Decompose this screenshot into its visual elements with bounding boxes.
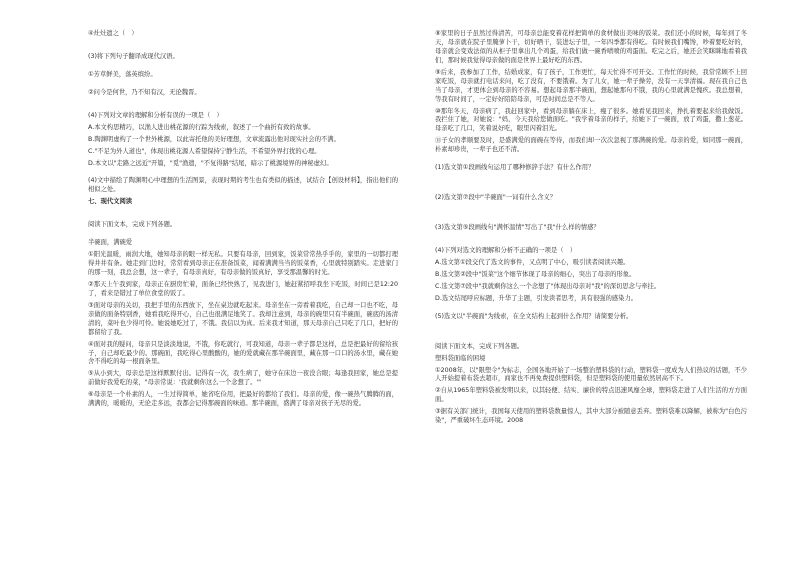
paragraph-5: ⑤从小到大，母亲总是这样默默付出。记得有一次，我生病了，她守在床边一夜没合眼；每逢我回家，她总是提前做好我爱吃的菜，"母亲常说：'我就剩你这么一个念想了。'" [88, 370, 398, 387]
question-9: (4)文中描绘了陶渊明心中理想的生活图景，表现时期的考生也有类似的描述，试结合【创设材料】，指出他们的相似之处。 [88, 177, 398, 194]
article-2-title: 塑料袋面临的困境 [435, 354, 486, 362]
question-4-option-d: D.选文结尾呼应标题，升华了主题，引发读者思考，具有很强的感染力。 [435, 294, 638, 302]
paragraph-3: ③面对母亲的关切，我把手里的东西放下，坐在桌边就吃起来。母亲坐在一旁看着我吃，自己却一口也不吃，母亲做的面条特别香，她看我吃得开心，自己也很满足地笑了。我却注意到，母亲的碗里只有半碗面，碗底的汤清清的，菜叶也少得可怜。她说她吃过了，不饿。我信以为真。后来我才知道，那天母亲自己只吃了几口，把好的都留给了我。 [88, 301, 398, 336]
paragraph-8: ⑧家里的日子虽然过得清苦，可母亲总能变着花样把简单的食材做出美味的饭菜。我们还小的时候，每年到了冬天，母亲就在院子里腌萝卜干，切好晒干，装进坛子里，一年四季都有得吃。有时候我们嘴馋，吵着要吃好的，母亲就会变戏法似的从柜子里拿出几个鸡蛋，给我们做一碗香喷喷的鸡蛋面。吃完之后，她还会笑眯眯地看着我们，那时候我觉得母亲做的面是世界上最好吃的东西。 [435, 30, 747, 64]
question-8-option-b: B.陶渊明虚构了一个世外桃源，以此寄托他的美好理想，文章流露出他对现实社会的不满。 [88, 135, 340, 143]
question-7-item-1: ①芳草鲜美，落英缤纷。 [88, 70, 157, 78]
paragraph-9: ⑨后来，我参加了工作，结婚成家，有了孩子，工作更忙，每天忙得不可开交。工作忙的时候，我常常顾不上回家吃饭，母亲就打电话来问，吃了没有，不要饿着。为了儿女，她一辈子操劳，没有一天享清福。现在我自己也当了母亲，才更体会到母亲的不容易。想起母亲那半碗面，想起她那句不饿，我的心里就满是愧疚。我总想着，等我有时间了，一定好好陪陪母亲，可是时间总是不等人。 [435, 68, 747, 103]
question-4-option-c: C.选文第⑦段中"我就剩你这么一个念想了"体现出母亲对"我"的深切思念与牵挂。 [435, 282, 661, 290]
paragraph-1: ①阳光温暖，雨润大地，她知母亲的眼一样无私。只要有母亲，回到家，饭菜常常热乎乎的，家里的一切都打理得井井有条。她走到门边时，常常看到母亲正在准备饭菜，闻着满满当当的饭菜香，心里就特别踏实。走进家门的那一刻，我总会想，这一辈子，有母亲真好，有母亲做的饭真好，享受那温馨的时光。 [88, 251, 398, 276]
article-2-paragraph-1: ①2008年，以"限塑令"为标志，全国各地开始了一场整治塑料袋的行动，塑料袋一度成为人们热议的话题，不少人开始提着布袋去超市，商家也不再免费提供塑料袋，但是塑料袋的使用量依然居高不下。 [435, 366, 747, 383]
question-3: (3)选文第⑤段画线句"满怀温情"写出了"我"什么样的情感？ [435, 224, 600, 232]
article-title: 半碗面，满碗爱 [88, 239, 133, 247]
right-column [435, 30, 747, 429]
reading-intro: 阅读下面文本，完成下列各题。 [88, 221, 177, 229]
question-5: (5)选文以"半碗面"为线索，在全文结构上起到什么作用？请简要分析。 [435, 312, 633, 320]
question-2: (2)选文第⑦段中"半碗面"一词有什么含义？ [435, 194, 557, 202]
question-4-option-a: A.选文第①段交代了选文的事件，又点明了中心，吸引读者阅读兴趣。 [435, 258, 630, 266]
question-1: (1)选文第①段画线句运用了哪种修辞手法？有什么作用？ [435, 164, 595, 172]
question-8-option-c: C."不足为外人道也"，体现出桃花源人希望保持宁静生活，不希望外界打扰的心理。 [88, 147, 321, 155]
paragraph-11: ⑪子女的孝顺要及时，是盛满爱的面碗在等待，而我们却一次次忽视了那满碗的爱。母亲的爱，如同那一碗面，朴素却珍贵，一辈子也还不清。 [435, 137, 747, 154]
paragraph-10: ⑩那年冬天，母亲病了，我赶回家中，看到母亲躺在床上，瘦了很多。她看见我回来，挣扎着要起来给我做饭。我拦住了她，对她说："妈，今天我给您做面吃。"我学着母亲的样子，给她下了一碗面，放了鸡蛋，撒上葱花。母亲吃了几口，笑着说好吃，眼里闪着泪光。 [435, 107, 747, 133]
article-2-paragraph-3: ③据有关部门统计，我国每天使用的塑料袋数量惊人，其中大部分被随意丢弃。塑料袋难以降解，被称为"白色污染"，严重破坏生态环境。2008 [435, 408, 747, 425]
paragraph-2: ②那天上午我到家，母亲正在厨房忙着，面条已经快熟了，见我进门，她赶紧招呼我坐下吃饭，时间已是12:20了，看来是错过了单位食堂的饭了。 [88, 280, 398, 297]
paragraph-4: ④面对我的疑问，母亲只是淡淡地说，不饿，你吃就行，可我知道，母亲一辈子都是这样，总是把最好的留给孩子，自己却吃最少的。那碗面，我吃得心里酸酸的，她的爱就藏在那半碗面里，藏在那一口口的汤水里，藏在她舍不得吃的每一根面条里。 [88, 340, 398, 366]
article-2-paragraph-2: ②自从1965年塑料袋被发明以来，以其轻便、结实、廉价的特点迅速风靡全球，塑料袋走进了人们生活的方方面面。 [435, 387, 747, 404]
question-8-option-d: D.本文以"走路之远近"开篇，"觅"渔遗，"不复得路"结尾，暗示了桃源境界的神秘虚幻。 [88, 159, 333, 167]
question-4-option-b: B.选文第②段中"饭菜"这个细节体现了母亲的细心，突出了母亲的形象。 [435, 270, 636, 278]
question-7-intro: (3)将下列句子翻译成现代汉语。 [88, 52, 179, 60]
question-7-item-2: ②问今是何世，乃不知有汉，无论魏晋。 [88, 88, 201, 96]
question-6: ④灶灶遗之（ ） [88, 30, 138, 37]
section-heading: 七、现代文阅读 [88, 198, 133, 206]
paragraph-6: ⑥母亲是一个朴素的人，一生过得简单，她省吃俭用，把最好的都给了我们。母亲的爱，像一碗热气腾腾的面，满满的，暖暖的，无论走多远，我都会记得那碗面的味道。那半碗面，盛满了母亲对孩子无尽的爱。 [88, 391, 398, 408]
question-8: (4)下列对文章的理解和分析有误的一项是（ ） [88, 111, 223, 119]
left-column [88, 30, 398, 412]
reading-2-intro: 阅读下面文本，完成下列各题。 [435, 342, 524, 350]
question-4: (4)下列对选文的理解和分析不正确的一项是（ ） [435, 247, 577, 254]
question-8-option-a: A.本文构思精巧，以渔人进出桃花源的行踪为线索，叙述了一个曲折有致的故事。 [88, 123, 315, 131]
